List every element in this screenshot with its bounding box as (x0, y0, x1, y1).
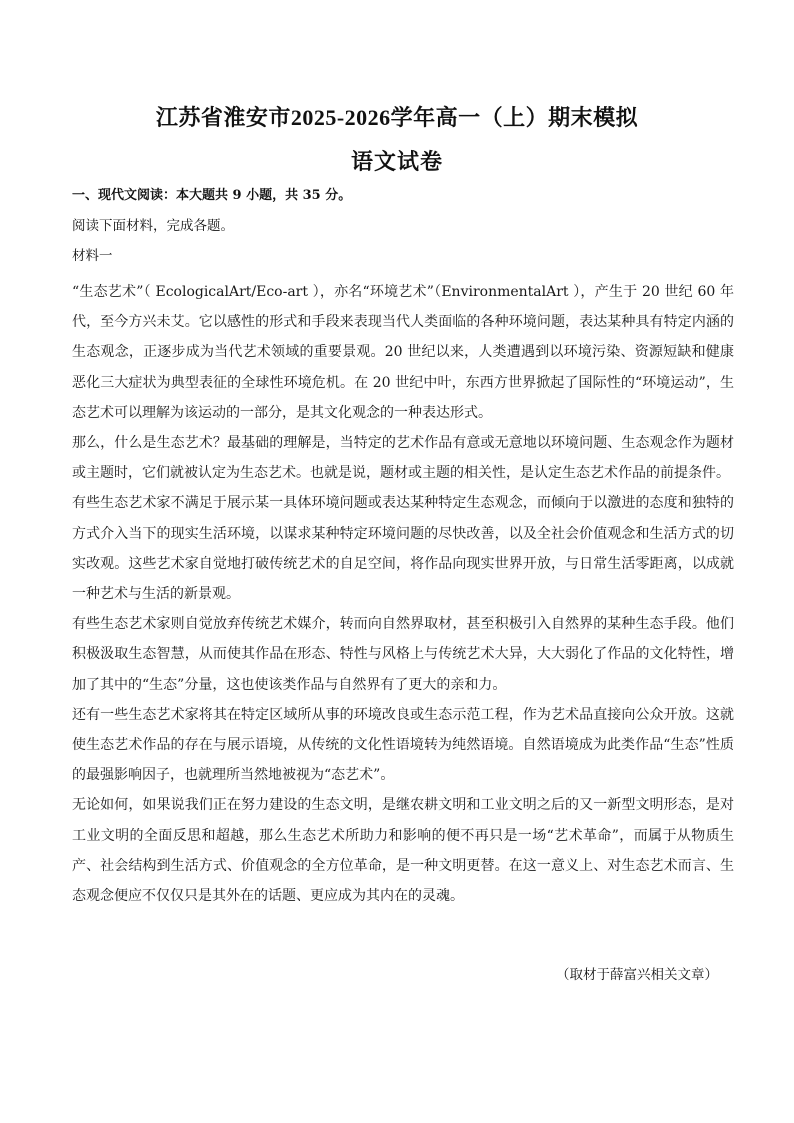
passage-body (72, 277, 734, 911)
passage-paragraph: 有些生态艺术家则自觉放弃传统艺术媒介，转而向自然界取材，甚至积极引入自然界的某种生态手段。他们积极汲取生态智慧，从而使其作品在形态、特性与风格上与传统艺术大异，大大弱化了作品的文化特性，增加了其中的“生态”分量，这也使该类作品与自然界有了更大的亲和力。 (72, 616, 734, 693)
passage-paragraph: “生态艺术”（ EcologicalArt/Eco-art ），亦名“环境艺术”（EnvironmentalArt ），产生于 20 世纪 60 年代，至今方兴未艾。它以感性的形式和手段来表现当代人类面临的各种环境问题，表达某种具有特定内涵的生态观念，正逐步成为当代艺术领域的重要景观。20 世纪以来，人类遭遇到以环境污染、资源短缺和健康恶化三大症状为典型表征的全球性环境危机。在 20 世纪中叶，东西方世界掀起了国际性的“环境运动”，生态艺术可以理解为该运动的一部分，是其文化观念的一种表达形式。 (72, 284, 734, 421)
exam-subtitle: 语文试卷 (350, 149, 443, 174)
source-citation: （取材于薛富兴相关文章） (556, 967, 718, 983)
passage-paragraph: 无论如何，如果说我们正在努力建设的生态文明，是继农耕文明和工业文明之后的又一新型文明形态，是对工业文明的全面反思和超越，那么生态艺术所助力和影响的便不再只是一场“艺术革命”，而属于从物质生产、社会结构到生活方式、价值观念的全方位革命，是一种文明更替。在这一意义上、对生态艺术而言、生态观念便应不仅仅只是其外在的话题、更应成为其内在的灵魂。 (72, 797, 734, 905)
exam-title: 江苏省淮安市2025-2026学年高一（上）期末模拟 (155, 105, 639, 130)
passage-paragraph: 有些生态艺术家不满足于展示某一具体环境问题或表达某种特定生态观念，而倾向于以激进的态度和独特的方式介入当下的现实生活环境，以谋求某种特定环境问题的尽快改善，以及全社会价值观念和生活方式的切实改观。这些艺术家自觉地打破传统艺术的自足空间，将作品向现实世界开放，与日常生活零距离，以成就一种艺术与生活的新景观。 (72, 495, 734, 603)
reading-instruction: 阅读下面材料，完成各题。 (72, 218, 234, 234)
material-label: 材料一 (72, 248, 113, 264)
section-heading: 一、现代文阅读：本大题共 9 小题，共 35 分。 (72, 188, 352, 203)
passage-paragraph: 那么，什么是生态艺术？最基础的理解是，当特定的艺术作品有意或无意地以环境问题、生态观念作为题材或主题时，它们就被认定为生态艺术。也就是说，题材或主题的相关性，是认定生态艺术作品的前提条件。 (72, 435, 734, 482)
passage-paragraph: 还有一些生态艺术家将其在特定区域所从事的环境改良或生态示范工程，作为艺术品直接向公众开放。这就使生态艺术作品的存在与展示语境，从传统的文化性语境转为纯然语境。自然语境成为此类作品“生态”性质的最强影响因子，也就理所当然地被视为“态艺术”。 (72, 706, 734, 784)
